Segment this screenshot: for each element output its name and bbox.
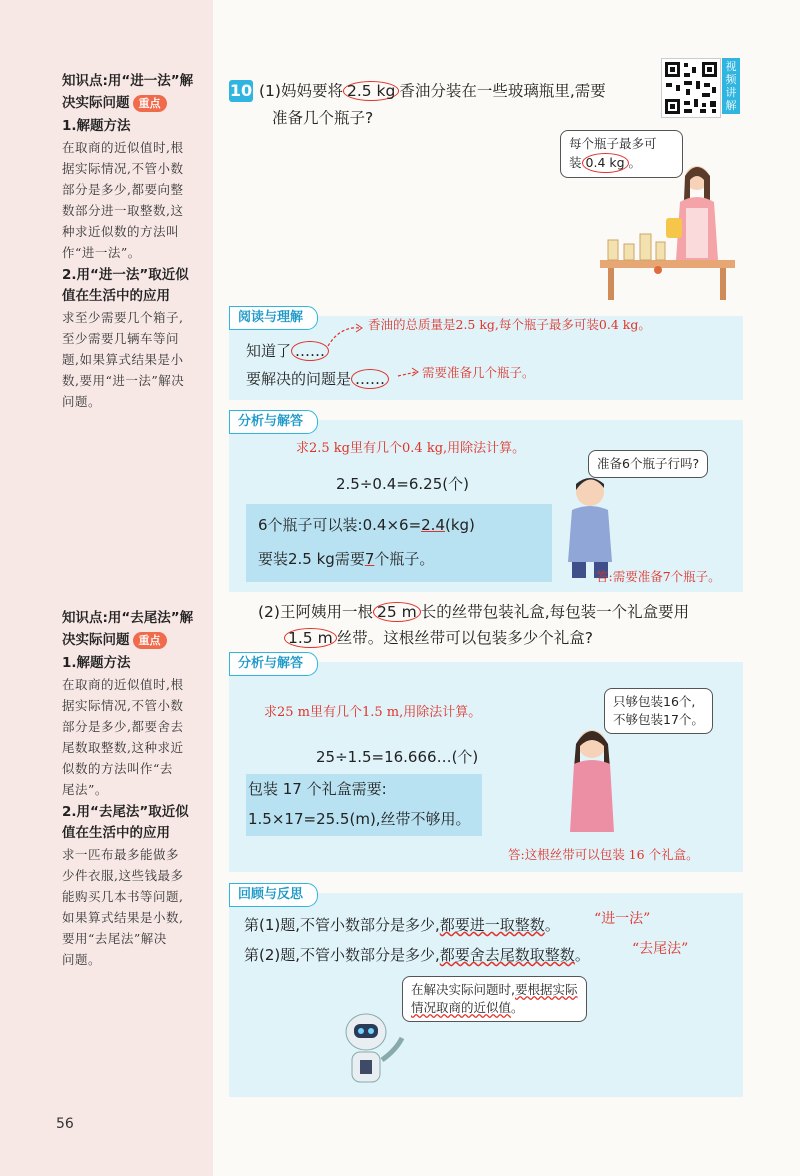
division-calc-1: 2.5÷0.4=6.25(个) — [336, 475, 469, 493]
application-heading: 2.用“进一法”取近似 值在生活中的应用 — [62, 267, 189, 304]
robot-illustration — [330, 1010, 420, 1090]
question-2-line1: (2)王阿姨用一根 25 m 长的丝带包装礼盒,每包装一个礼盒要用 — [258, 603, 690, 621]
application-paragraph: 求至少需要几个箱子, 至少需要几辆车等问 题,如果算式结果是小 数,要用“进一法”解决 问题。 — [62, 310, 185, 409]
arrow-icon — [396, 364, 420, 382]
boy-illustration — [560, 470, 630, 580]
method-paragraph: 在取商的近似值时,根 据实际情况,不管小数 部分是多少,都要舍去 尾数取整数,这种求近 似数的方法叫作“去 尾法”。 — [62, 677, 184, 797]
known-label: 知道了 …… — [246, 340, 329, 362]
review-note-2: “去尾法” — [632, 941, 689, 957]
analysis-hint-1: 求2.5 kg里有几个0.4 kg,用除法计算。 — [296, 441, 526, 456]
method-paragraph: 在取商的近似值时,根 据实际情况,不管小数 部分是多少,都要向整 数部分进一取整数,这 种求近似数的方法叫 作“进一法”。 — [62, 140, 184, 260]
application-heading: 2.用“去尾法”取近似 值在生活中的应用 — [62, 804, 189, 841]
speech-bubble-mom: 每个瓶子最多可 装 0.4 kg 。 — [560, 130, 683, 178]
analysis-tag-2: 分析与解答 — [229, 652, 318, 676]
reading-tag: 阅读与理解 — [229, 306, 318, 330]
key-badge: 重点 — [133, 632, 167, 649]
review-line-2: 第(2)题,不管小数部分是多少,都要舍去尾数取整数。 — [244, 946, 590, 964]
mom-illustration — [600, 160, 740, 300]
review-line-1: 第(1)题,不管小数部分是多少,都要进一取整数。 — [244, 916, 560, 934]
analysis-hint-2: 求25 m里有几个1.5 m,用除法计算。 — [264, 705, 482, 720]
method-heading: 1.解题方法 — [62, 655, 131, 671]
answer-1: 答:需要准备7个瓶子。 — [596, 569, 721, 584]
knowledge-title: 知识点:用“进一法”解 决实际问题 重点 — [62, 73, 194, 111]
application-paragraph: 求一匹布最多能做多 少件衣服,这些钱最多 能购买几本书等问题, 如果算式结果是小数, 要用“去尾法”解决 问题。 — [62, 847, 184, 967]
division-calc-2: 25÷1.5=16.666…(个) — [316, 748, 479, 766]
girl-illustration — [560, 720, 630, 838]
circled-quantity: 2.5 kg — [343, 81, 399, 101]
review-tag: 回顾与反思 — [229, 883, 318, 907]
page-number: 56 — [56, 1116, 74, 1132]
speech-bubble-boy: 准备6个瓶子行吗? — [588, 450, 708, 478]
analysis-tag-1: 分析与解答 — [229, 410, 318, 434]
known-note: 香油的总质量是2.5 kg,每个瓶子最多可装0.4 kg。 — [368, 317, 651, 332]
question-2-line2: 1.5 m 丝带。这根丝带可以包装多少个礼盒? — [284, 626, 593, 650]
qr-code-icon[interactable] — [661, 58, 721, 118]
question-number: 10 — [229, 81, 253, 100]
need-line: 要装2.5 kg需要7个瓶子。 — [258, 550, 435, 568]
box2-line1: 包装 17 个礼盒需要: — [248, 780, 387, 798]
knowledge-title: 知识点:用“去尾法”解 决实际问题 重点 — [62, 610, 194, 648]
question-1-line2: 准备几个瓶子? — [272, 109, 374, 127]
ask-note: 需要准备几个瓶子。 — [422, 365, 535, 380]
speech-bubble-robot: 在解决实际问题时,要根据实际 情况取商的近似值。 — [402, 976, 587, 1022]
speech-bubble-girl: 只够包装16个, 不够包装17个。 — [604, 688, 713, 734]
video-explain-label[interactable]: 视 频 讲 解 — [722, 58, 740, 114]
knowledge-block-jinyi — [62, 70, 208, 412]
arrow-icon — [326, 322, 364, 352]
answer-2: 答:这根丝带可以包装 16 个礼盒。 — [508, 847, 699, 862]
box2-line2: 1.5×17=25.5(m),丝带不够用。 — [248, 810, 471, 828]
key-badge: 重点 — [133, 95, 167, 112]
question-1-line1: (1)妈妈要将 2.5 kg 香油分装在一些玻璃瓶里,需要 — [259, 82, 606, 100]
knowledge-block-quwei — [62, 607, 208, 970]
review-note-1: “进一法” — [594, 911, 651, 927]
method-heading: 1.解题方法 — [62, 118, 131, 134]
check-line: 6个瓶子可以装:0.4×6=2.4(kg) — [258, 516, 475, 534]
ask-label: 要解决的问题是 …… — [246, 368, 389, 390]
